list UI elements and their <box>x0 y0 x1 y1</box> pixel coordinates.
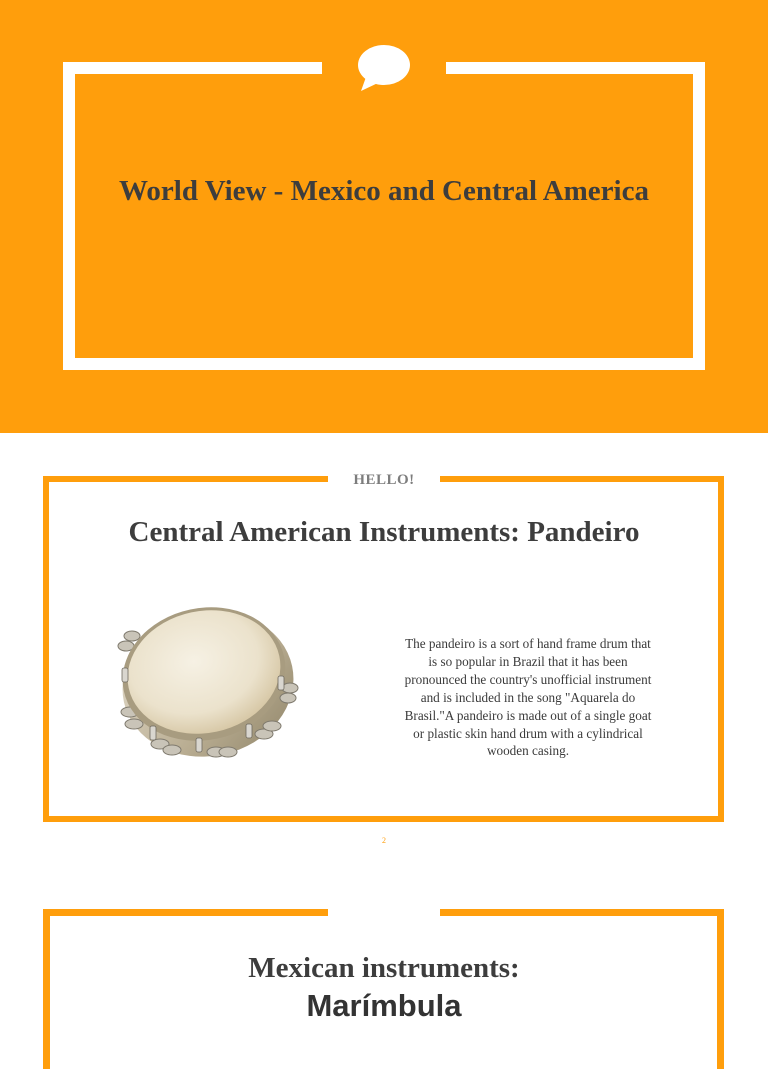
slide-tag: HELLO! <box>353 472 415 488</box>
slide-title: Central American Instruments: Pandeiro <box>128 516 640 548</box>
page-number: 2 <box>382 836 386 845</box>
title-frame <box>63 62 705 370</box>
slide-title: Mexican instruments: <box>248 952 520 984</box>
speech-bubble-icon <box>356 43 412 93</box>
title-slide <box>0 0 768 433</box>
instrument-description: The pandeiro is a sort of hand frame drum that is so popular in Brazil that it has been pronounced the country's unofficial instrument and is included in the song "Aquarela do Brasil."A pandeiro is made out of a single goat or plastic skin hand drum with a cylindrical wooden casing. <box>404 636 652 759</box>
instrument-name: Marímbula <box>306 988 462 1023</box>
deck-title: World View - Mexico and Central America <box>119 175 649 207</box>
frame-gap <box>328 905 440 921</box>
pandeiro-image <box>112 600 302 765</box>
